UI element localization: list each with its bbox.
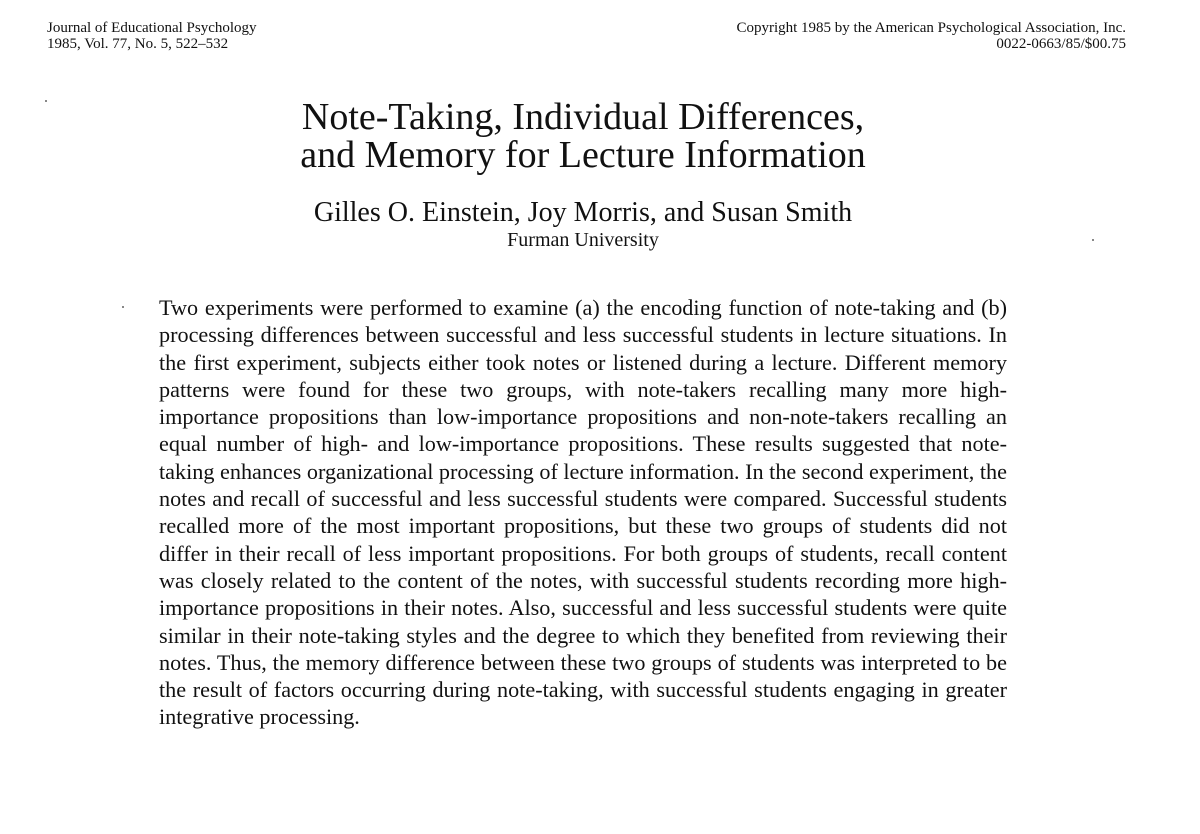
title-block (0, 98, 1166, 252)
title-line-1: Note-Taking, Individual Differences, (301, 96, 865, 138)
article-code: 0022-0663/85/$00.75 (996, 36, 1126, 52)
scan-speck (45, 100, 47, 102)
copyright-header (736, 20, 1126, 52)
affiliation: Furman University (507, 229, 659, 251)
journal-name: Journal of Educational Psychology (47, 20, 257, 36)
title-line-2: and Memory for Lecture Information (300, 134, 866, 176)
journal-volume-info: 1985, Vol. 77, No. 5, 522–532 (47, 36, 229, 52)
abstract: Two experiments were performed to examine (a) the encoding function of note-taking and (b) processing differences between successful and less successful students in lecture situations. In the first experiment, subjects either took notes or listened during a lecture. Different memory patterns were found for these two groups, with note-takers recalling many more high-importance propositions than low-importance propositions and non-note-takers recalling an equal number of high- and low-importance propositions. These results suggested that note-taking enhances organizational processing of lecture information. In the second experiment, the notes and recall of successful and less successful students were compared. Successful students recalled more of the most important propositions, but these two groups of students did not differ in their recall of less important propositions. For both groups of students, recall content was closely related to the content of the notes, with successful students recording more high-importance propositions in their notes. Also, successful and less successful students were quite similar in their note-taking styles and the degree to which they benefited from reviewing their notes. Thus, the memory difference between these two groups of students was interpreted to be the result of factors occurring during note-taking, with successful students engaging in greater integrative processing. (159, 295, 1007, 730)
article-title (0, 98, 1166, 174)
scan-speck (122, 306, 124, 308)
scan-speck (1092, 239, 1094, 241)
journal-header (47, 20, 257, 52)
copyright-notice: Copyright 1985 by the American Psychological Association, Inc. (736, 20, 1126, 36)
author-list: Gilles O. Einstein, Joy Morris, and Susan Smith (313, 197, 853, 228)
